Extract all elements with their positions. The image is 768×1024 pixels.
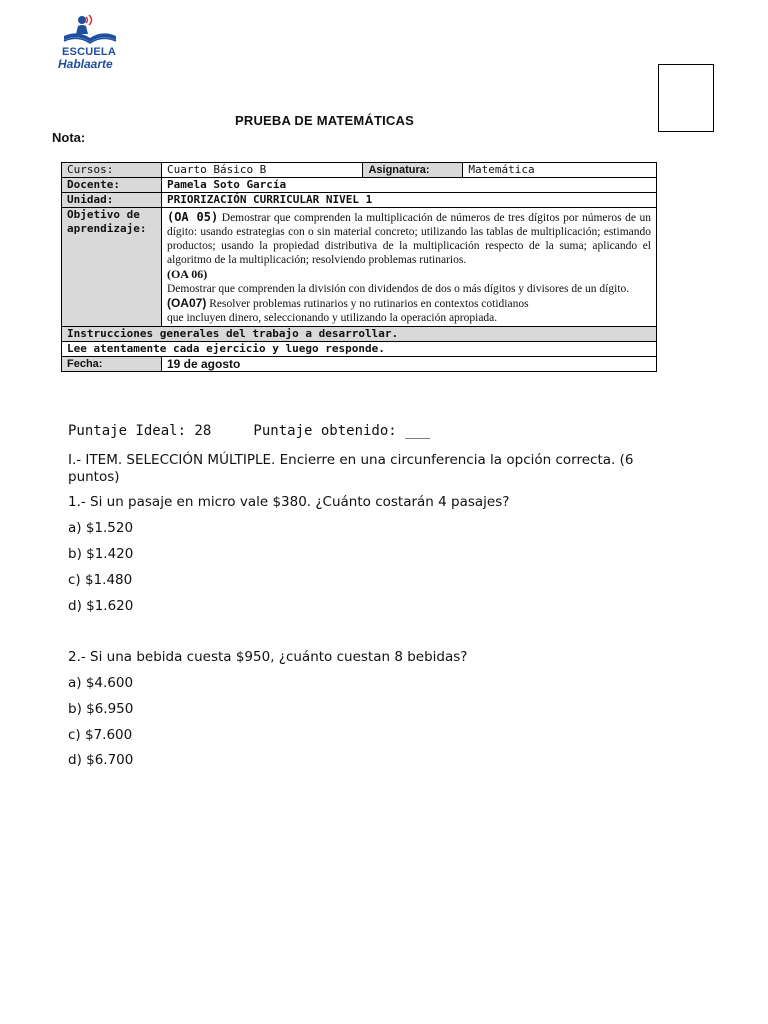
unidad-label: Unidad: [62, 193, 162, 208]
cursos-label: Cursos: [62, 163, 162, 178]
unidad-row [62, 193, 657, 208]
q2-option-a[interactable]: a) $4.600 [68, 675, 134, 691]
grade-box[interactable] [658, 64, 714, 132]
page-title: PRUEBA DE MATEMÁTICAS [235, 113, 414, 128]
cursos-row [62, 163, 657, 178]
docente-value: Pamela Soto García [161, 178, 656, 193]
fecha-value: 19 de agosto [161, 357, 656, 372]
objetivo-content [161, 208, 656, 327]
nota-label: Nota: [52, 130, 86, 145]
logo-text-escuela: ESCUELA [62, 46, 116, 58]
oa07-text-2: que incluyen dinero, seleccionando y utilizando la operación apropiada. [166, 312, 498, 324]
docente-label: Docente: [62, 178, 162, 193]
asignatura-value: Matemática [463, 163, 657, 178]
objetivo-label [62, 208, 162, 327]
q1-option-b[interactable]: b) $1.420 [68, 546, 134, 562]
q2-option-d[interactable]: d) $6.700 [68, 752, 134, 768]
docente-row [62, 178, 657, 193]
section-title: I.- ITEM. SELECCIÓN MÚLTIPLE. [68, 452, 276, 468]
instrucciones-row [62, 327, 657, 342]
question-1: 1.- Si un pasaje en micro vale $380. ¿Cuánto costarán 4 pasajes? [68, 494, 510, 510]
asignatura-label: Asignatura: [363, 163, 463, 178]
oa05-block [167, 210, 651, 267]
oa06-text: Demostrar que comprenden la división con dividendos de dos o más dígitos y divisores de un dígito. [166, 283, 630, 295]
objetivo-row [62, 208, 657, 327]
score-line: Puntaje Ideal: 28 Puntaje obtenido: ___ [68, 423, 431, 439]
school-logo [58, 14, 122, 72]
q1-option-c[interactable]: c) $1.480 [68, 572, 133, 588]
fecha-row [62, 357, 657, 372]
q1-option-a[interactable]: a) $1.520 [68, 520, 134, 536]
book-reader-icon [58, 14, 122, 48]
lee-row [62, 342, 657, 357]
unidad-value: PRIORIZACIÓN CURRICULAR NIVEL 1 [161, 193, 656, 208]
q2-option-b[interactable]: b) $6.950 [68, 701, 134, 717]
oa07-code: (OA07) [166, 296, 207, 310]
oa05-text: Demostrar que comprenden la multiplicación de números de tres dígitos por números de un dígito: usando estrategias con o sin material concreto; utilizando las tablas de multiplicación; estimando productos; usando la propiedad distributiva de la multiplicación respecto de la suma; aplicando el algoritmo de la multiplicación; resolviendo problemas rutinarios. [166, 212, 651, 266]
objetivo-label-line1: Objetivo de [67, 208, 140, 221]
instrucciones-text: Instrucciones generales del trabajo a desarrollar. [62, 327, 657, 342]
section-instruction: Encierre en una circunferencia la opción correcta. (6 puntos) [68, 452, 634, 485]
section-heading [68, 452, 668, 486]
q2-option-c[interactable]: c) $7.600 [68, 727, 133, 743]
objetivo-label-line2: aprendizaje: [67, 222, 147, 235]
cursos-value: Cuarto Básico B [161, 163, 363, 178]
q1-option-d[interactable]: d) $1.620 [68, 598, 134, 614]
oa07-block [167, 296, 651, 311]
logo-text-hablaarte: Hablaarte [58, 57, 113, 71]
oa07-text-1: Resolver problemas rutinarios y no rutinarios en contextos cotidianos [206, 298, 529, 310]
oa05-code: (OA 05) [166, 210, 219, 224]
oa06-code: (OA 06) [166, 267, 208, 281]
fecha-label: Fecha: [62, 357, 162, 372]
question-2: 2.- Si una bebida cuesta $950, ¿cuánto cuestan 8 bebidas? [68, 649, 468, 665]
info-table [61, 162, 657, 372]
lee-text: Lee atentamente cada ejercicio y luego responde. [62, 342, 657, 357]
